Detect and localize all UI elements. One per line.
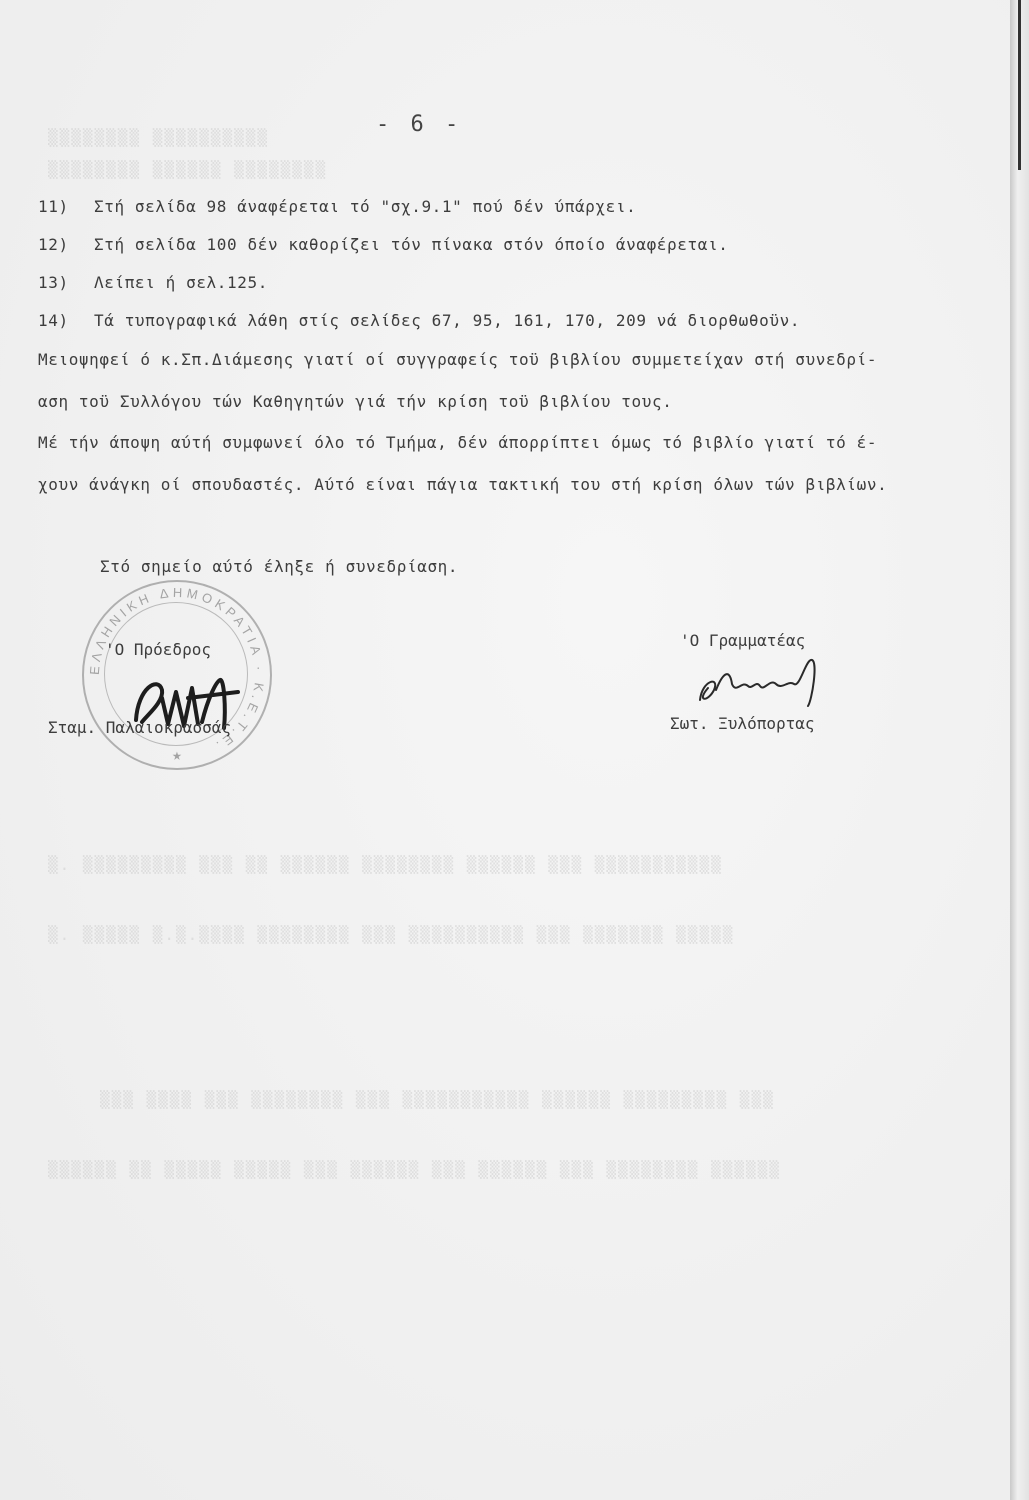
closing-line: Στό σημείο αύτό έληξε ή συνεδρίαση. (100, 557, 459, 576)
chairman-name: Σταμ. Παλαιοκρασσάς (48, 718, 232, 737)
item-text: Στή σελίδα 100 δέν καθορίζει τόν πίνακα στόν όποίο άναφέρεται. (94, 235, 729, 254)
item-number: 14) (38, 311, 69, 330)
list-item (38, 197, 636, 216)
bleed-through: ▒▒▒▒▒▒▒▒ ▒▒▒▒▒▒ ▒▒▒▒▒▒▒▒ (48, 160, 328, 179)
stamp-text: ΕΛΛΗΝΙΚΗ ΔΗΜΟΚΡΑΤΙΑ · Κ.Ε.Τ.Ε. (86, 584, 268, 756)
secretary-signature (690, 650, 830, 720)
chairman-title: 'Ο Πρόεδρος (105, 640, 211, 659)
body-line: Μέ τήν άποψη αύτή συμφωνεί όλο τό Τμήμα, δέν άπορρίπτει όμως τό βιβλίο γιατί τό έ- (38, 433, 878, 452)
bleed-through: ▒▒▒▒▒▒ ▒▒ ▒▒▒▒▒ ▒▒▒▒▒ ▒▒▒ ▒▒▒▒▒▒ ▒▒▒ ▒▒▒▒▒▒ ▒▒▒ ▒▒▒▒▒▒▒▒ ▒▒▒▒▒▒ (48, 1160, 781, 1179)
item-text: Τά τυπογραφικά λάθη στίς σελίδες 67, 95, 161, 170, 209 νά διορθωθοϋν. (94, 311, 801, 330)
body-line: αση τοϋ Συλλόγου τών Καθηγητών γιά τήν κρίση τοϋ βιβλίου τους. (38, 392, 673, 411)
item-text: Στή σελίδα 98 άναφέρεται τό "σχ.9.1" πού δέν ύπάρχει. (94, 197, 637, 216)
bleed-through: ▒. ▒▒▒▒▒▒▒▒▒ ▒▒▒ ▒▒ ▒▒▒▒▒▒ ▒▒▒▒▒▒▒▒ ▒▒▒▒▒▒ ▒▒▒ ▒▒▒▒▒▒▒▒▒▒▒ (48, 855, 723, 874)
secretary-title: 'Ο Γραμματέας (680, 631, 806, 650)
page-number: - 6 - (376, 112, 463, 137)
bleed-through: ▒▒▒ ▒▒▒▒ ▒▒▒ ▒▒▒▒▒▒▒▒ ▒▒▒ ▒▒▒▒▒▒▒▒▒▒▒ ▒▒▒▒▒▒ ▒▒▒▒▒▒▒▒▒ ▒▒▒ (100, 1090, 775, 1109)
body-line: χουν άνάγκη οί σπουδαστές. Αύτό είναι πάγια τακτική του στή κρίση όλων τών βιβλίων. (38, 475, 888, 494)
item-number: 13) (38, 273, 69, 292)
svg-text:★: ★ (172, 745, 182, 764)
list-item (38, 235, 728, 254)
item-number: 12) (38, 235, 69, 254)
list-item (38, 311, 800, 330)
list-item (38, 273, 268, 292)
item-number: 11) (38, 197, 69, 216)
item-text: Λείπει ή σελ.125. (94, 273, 268, 292)
bleed-through: ▒. ▒▒▒▒▒ ▒.▒.▒▒▒▒ ▒▒▒▒▒▒▒▒ ▒▒▒ ▒▒▒▒▒▒▒▒▒▒ ▒▒▒ ▒▒▒▒▒▒▒ ▒▒▒▒▒ (48, 925, 735, 944)
body-line: Μειοψηφεί ό κ.Σπ.Διάμεσης γιατί οί συγγραφείς τοϋ βιβλίου συμμετείχαν στή συνεδρί- (38, 350, 878, 369)
secretary-name: Σωτ. Ξυλόπορτας (670, 714, 815, 733)
page-edge (1010, 0, 1029, 1500)
bleed-through: ▒▒▒▒▒▒▒▒ ▒▒▒▒▒▒▒▒▒▒ (48, 128, 270, 147)
